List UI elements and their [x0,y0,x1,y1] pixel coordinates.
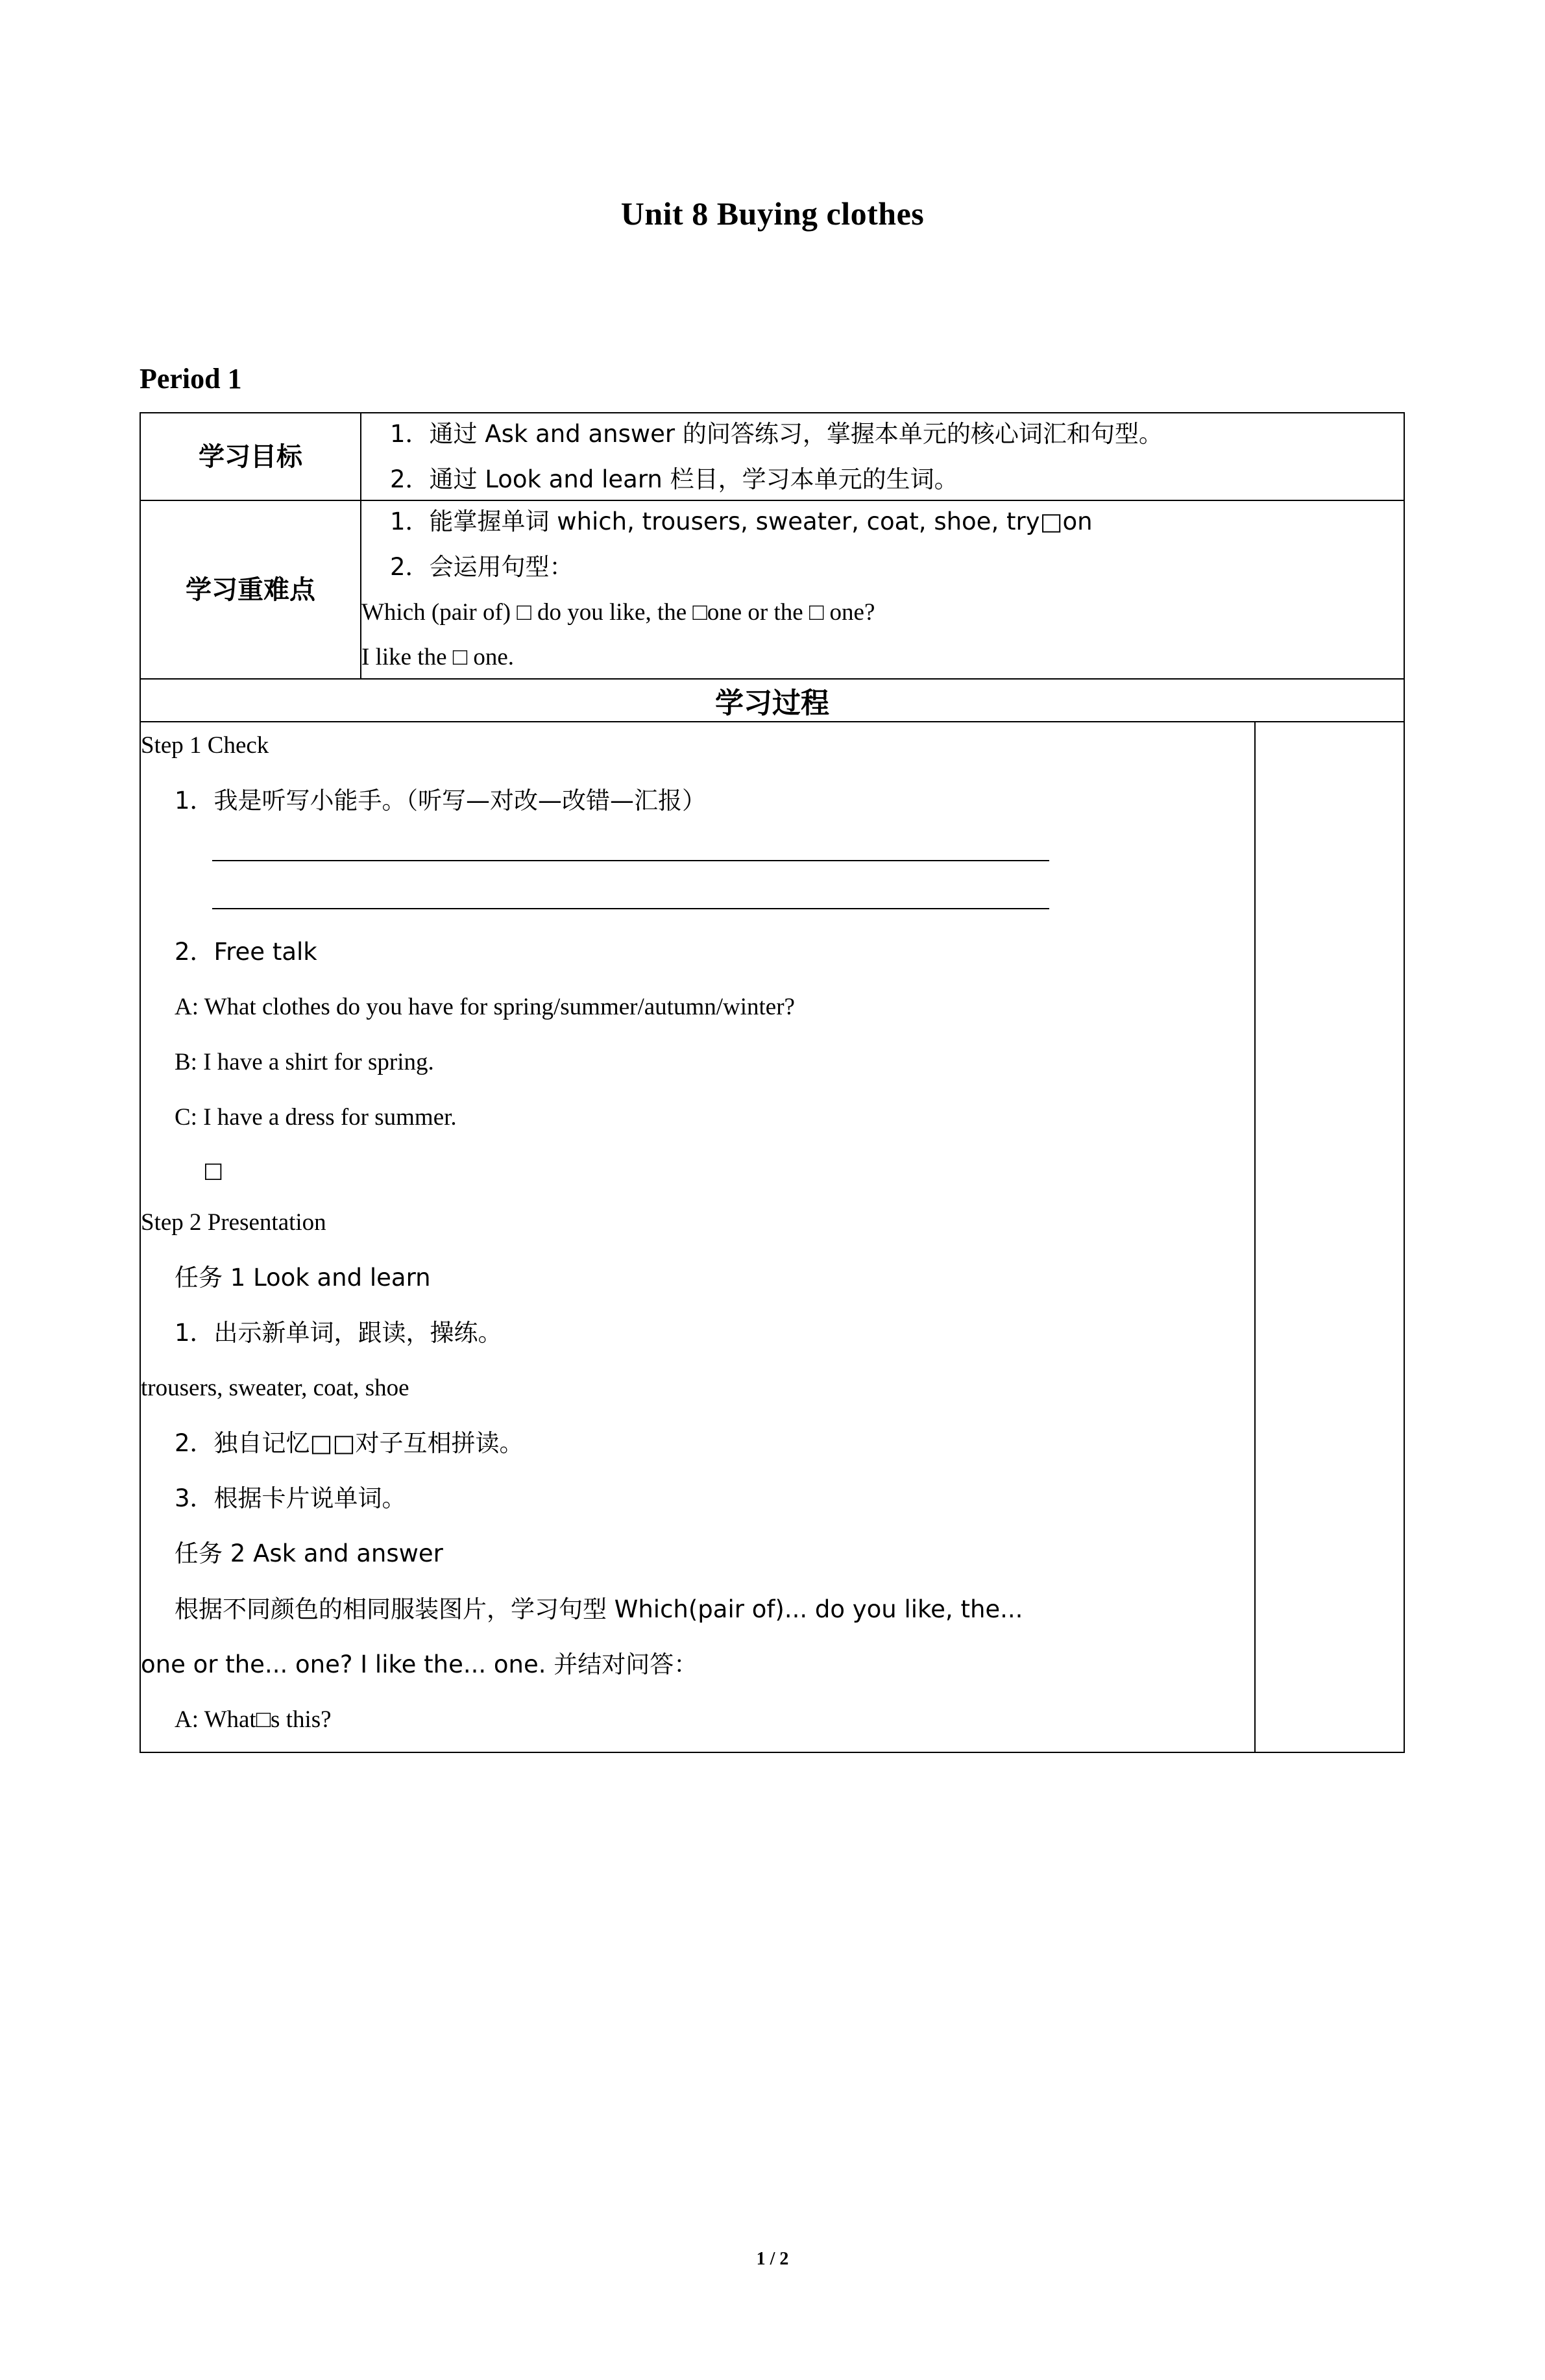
dialogue-box-icon: □ [203,1157,224,1183]
key-points-content [361,500,1404,679]
step1-item-2: 2．Free talk [175,937,317,966]
task2-title: 任务 2 Ask and answer [175,1540,443,1568]
key-points-line-3: Which (pair of) □ do you like, the □one or the □ one? [361,598,875,626]
table-row-objectives [140,413,1404,500]
task2-line-2: one or the... one? I like the... one. 并结对问答： [141,1650,698,1678]
step1-title: Step 1 Check [141,731,269,759]
key-points-line-2: 2．会运用句型： [390,552,574,581]
table-row-process-body [140,722,1404,1752]
key-points-line-4: I like the □ one. [361,644,515,671]
page-title: Unit 8 Buying clothes [620,195,925,232]
table-row-process-header [140,679,1404,722]
answer-rule-1 [212,860,1049,861]
document-page [0,195,1545,2380]
task1-title: 任务 1 Look and learn [175,1264,431,1292]
objectives-label: 学习目标 [140,413,361,500]
step2-title: Step 2 Presentation [141,1209,326,1236]
key-points-label: 学习重难点 [140,500,361,679]
task1-item-3: 3．根据卡片说单词。 [175,1484,406,1513]
dialogue-line-c: C: I have a dress for summer. [175,1103,457,1131]
objectives-content [361,413,1404,500]
step1-item-1: 1．我是听写小能手。（听写—对改—改错—汇报） [175,786,707,815]
objectives-line-1: 1．通过 Ask and answer 的问答练习，掌握本单元的核心词汇和句型。 [390,420,1163,448]
task1-item-1: 1．出示新单词，跟读，操练。 [175,1319,502,1347]
page-footer: 1 / 2 [756,2249,789,2269]
dialogue-line-b: B: I have a shirt for spring. [175,1048,434,1075]
objectives-line-2: 2．通过 Look and learn 栏目，学习本单元的生词。 [390,465,958,493]
process-body [140,722,1255,1752]
table-row-key-points [140,500,1404,679]
lesson-plan-table [140,412,1405,1753]
key-points-line-1: 1．能掌握单词 which, trousers, sweater, coat, shoe, try□on [390,508,1093,536]
task2-line-1: 根据不同颜色的相同服装图片，学习句型 Which(pair of)... do you like, the... [175,1595,1023,1623]
answer-rule-2 [212,908,1049,909]
task1-words: trousers, sweater, coat, shoe [141,1375,409,1402]
process-header: 学习过程 [140,679,1404,722]
task2-line-3: A: What□s this? [175,1706,332,1733]
notes-column [1255,722,1404,1752]
period-heading: Period 1 [140,363,242,395]
task1-item-2: 2．独自记忆□□对子互相拼读。 [175,1429,524,1458]
dialogue-line-a: A: What clothes do you have for spring/summer/autumn/winter? [175,993,795,1020]
